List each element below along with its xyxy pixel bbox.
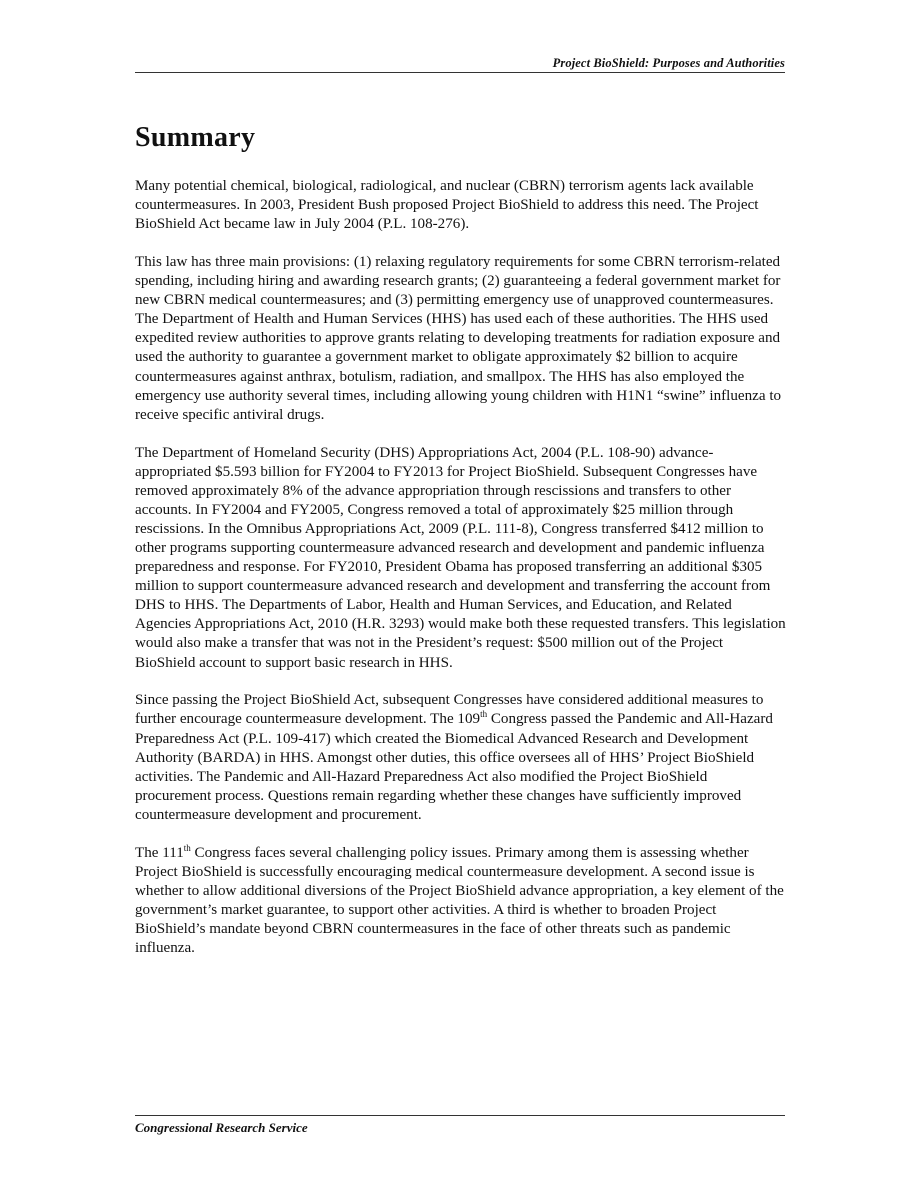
footer-rule [135, 1115, 785, 1116]
ordinal-superscript: th [183, 842, 191, 853]
running-header: Project BioShield: Purposes and Authorities [552, 56, 785, 70]
paragraph-provisions: This law has three main provisions: (1) relaxing regulatory requirements for some CBRN terrorism-related spending, including hiring and awarding research grants; (2) guaranteeing a federal government market for new CBRN medical countermeasures; and (3) permitting emergency use of unapproved countermeasures. The Department of Health and Human Services (HHS) has used each of these authorities. The HHS used expedited review authorities to approve grants relating to developing treatments for radiation exposure and used the authority to guarantee a government market to obligate approximately $2 billion to acquire countermeasures against anthrax, botulism, radiation, and smallpox. The HHS has also employed the emergency use authority several times, including allowing young children with H1N1 “swine” influenza to receive specific antiviral drugs. [135, 253, 782, 423]
ordinal-superscript: th [480, 709, 488, 720]
paragraph-appropriations: The Department of Homeland Security (DHS) Appropriations Act, 2004 (P.L. 108-90) advance-appropriated $5.593 billion for FY2004 to FY2013 for Project BioShield. Subsequent Congresses have removed approximately 8% of the advance appropriation through rescissions and transfers to other accounts. In FY2004 and FY2005, Congress removed a total of approximately $25 million through rescissions. In the Omnibus Appropriations Act, 2009 (P.L. 111-8), Congress transferred $412 million to other programs supporting countermeasure advanced research and development and pandemic influenza preparedness and response. For FY2010, President Obama has proposed transferring an additional $305 million to support countermeasure advanced research and development and transferring the account from DHS to HHS. The Departments of Labor, Health and Human Services, and Education, and Related Agencies Appropriations Act, 2010 (H.R. 3293) would make both these requested transfers. This legislation would also make a transfer that was not in the President’s request: $500 million out of the Project BioShield account to support basic research in HHS. [135, 444, 786, 671]
running-footer: Congressional Research Service [135, 1120, 308, 1135]
paragraph-text: The 111 [135, 844, 184, 861]
paragraph-text: Congress passed the Pandemic and All-Hazard Preparedness Act (P.L. 109-417) which created the Biomedical Advanced Research and Development Authority (BARDA) in HHS. Amongst other duties, this office oversees all of HHS’ Project BioShield activities. The Pandemic and All-Hazard Preparedness Act also modified the Project BioShield procurement process. Questions remain regarding whether these changes have sufficiently improved countermeasure development and procurement. [135, 711, 773, 823]
summary-body [135, 177, 787, 977]
paragraph-intro: Many potential chemical, biological, radiological, and nuclear (CBRN) terrorism agents lack available countermeasures. In 2003, President Bush proposed Project BioShield to address this need. The Project BioShield Act became law in July 2004 (P.L. 108-276). [135, 178, 759, 233]
paragraph-subsequent-congresses [135, 691, 787, 825]
header-rule [135, 72, 785, 73]
paragraph-text: Since passing the Project BioShield Act, subsequent Congresses have considered additional measures to further encourage countermeasure development. The 109 [135, 692, 764, 728]
paragraph-policy-issues [135, 844, 787, 959]
page-title: Summary [135, 122, 256, 153]
paragraph-text: Congress faces several challenging policy issues. Primary among them is assessing whether Project BioShield is successfully encouraging medical countermeasure development. A second issue is whether to allow additional diversions of the Project BioShield advance appropriation, a key element of the government’s market guarantee, to support other activities. A third is whether to broaden Project BioShield’s mandate beyond CBRN countermeasures in the face of other threats such as pandemic influenza. [135, 844, 784, 957]
